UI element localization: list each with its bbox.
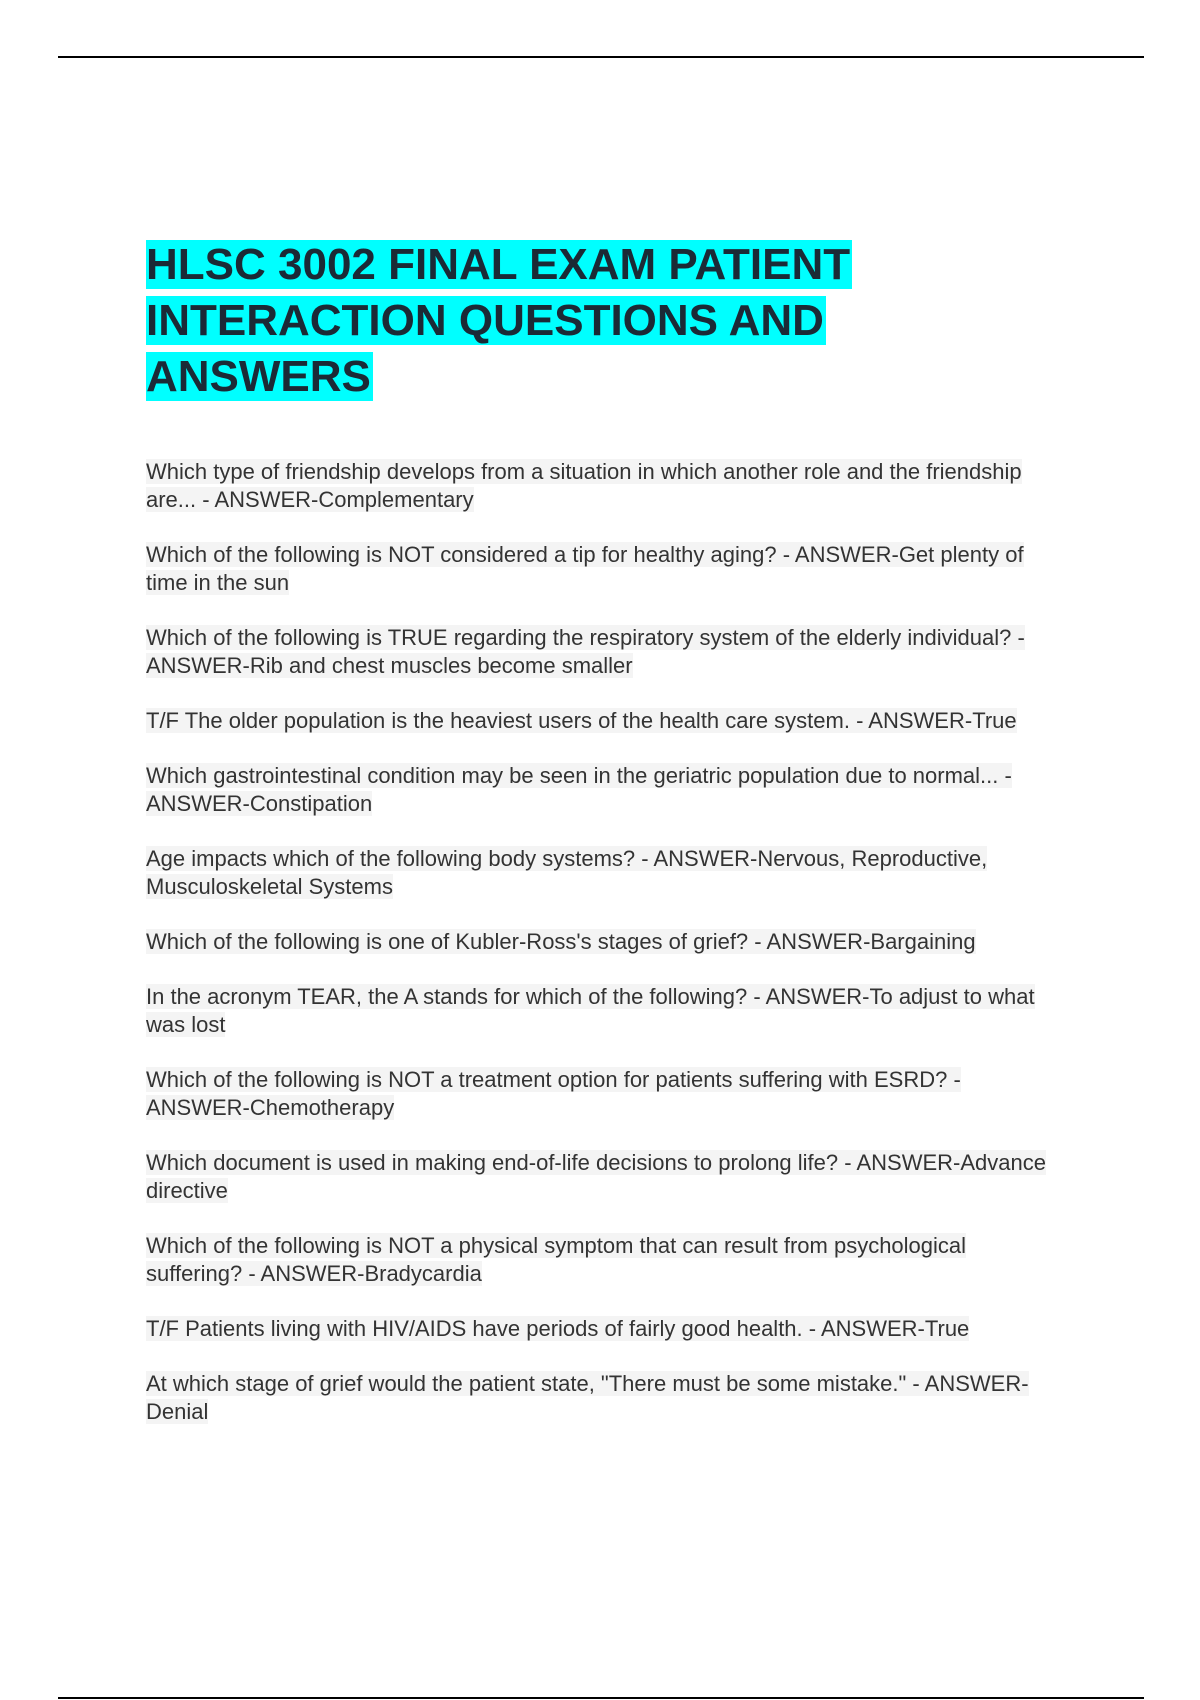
qa-text: Which type of friendship develops from a situation in which another role and the friendship are... - ANSWER-Complementary xyxy=(146,459,1022,512)
qa-text: Which of the following is NOT considered a tip for healthy aging? - ANSWER-Get plenty of time in the sun xyxy=(146,542,1024,595)
qa-text: T/F The older population is the heaviest users of the health care system. - ANSWER-True xyxy=(146,708,1017,733)
qa-text: Which of the following is TRUE regarding the respiratory system of the elderly individual? - ANSWER-Rib and chest muscles become smaller xyxy=(146,625,1025,678)
qa-text: Which document is used in making end-of-life decisions to prolong life? - ANSWER-Advance directive xyxy=(146,1150,1046,1203)
qa-text: Which of the following is one of Kubler-Ross's stages of grief? - ANSWER-Bargaining xyxy=(146,929,976,954)
qa-text: Which of the following is NOT a treatment option for patients suffering with ESRD? - ANSWER-Chemotherapy xyxy=(146,1067,961,1120)
qa-item-7 xyxy=(146,928,1066,956)
document-title-text: HLSC 3002 FINAL EXAM PATIENT INTERACTION QUESTIONS AND ANSWERS xyxy=(146,240,851,401)
qa-text: Age impacts which of the following body systems? - ANSWER-Nervous, Reproductive, Musculoskeletal Systems xyxy=(146,846,988,899)
qa-item-3 xyxy=(146,624,1066,680)
qa-item-8 xyxy=(146,983,1066,1039)
qa-item-4 xyxy=(146,707,1066,735)
top-rule xyxy=(58,56,1144,58)
qa-item-2 xyxy=(146,541,1066,597)
qa-item-11 xyxy=(146,1232,1066,1288)
qa-item-9 xyxy=(146,1066,1066,1122)
qa-item-13 xyxy=(146,1370,1066,1426)
qa-text: Which gastrointestinal condition may be seen in the geriatric population due to normal... - ANSWER-Constipation xyxy=(146,763,1012,816)
qa-text: In the acronym TEAR, the A stands for which of the following? - ANSWER-To adjust to what was lost xyxy=(146,984,1035,1037)
qa-item-10 xyxy=(146,1149,1066,1205)
document-title xyxy=(146,237,1026,405)
qa-item-5 xyxy=(146,762,1066,818)
qa-list xyxy=(146,458,1066,1453)
qa-text: T/F Patients living with HIV/AIDS have periods of fairly good health. - ANSWER-True xyxy=(146,1316,970,1341)
qa-item-12 xyxy=(146,1315,1066,1343)
qa-item-6 xyxy=(146,845,1066,901)
qa-text: At which stage of grief would the patient state, "There must be some mistake." - ANSWER-Denial xyxy=(146,1371,1029,1424)
qa-text: Which of the following is NOT a physical symptom that can result from psychological suffering? - ANSWER-Bradycardia xyxy=(146,1233,967,1286)
bottom-rule xyxy=(58,1697,1144,1699)
qa-item-1 xyxy=(146,458,1066,514)
